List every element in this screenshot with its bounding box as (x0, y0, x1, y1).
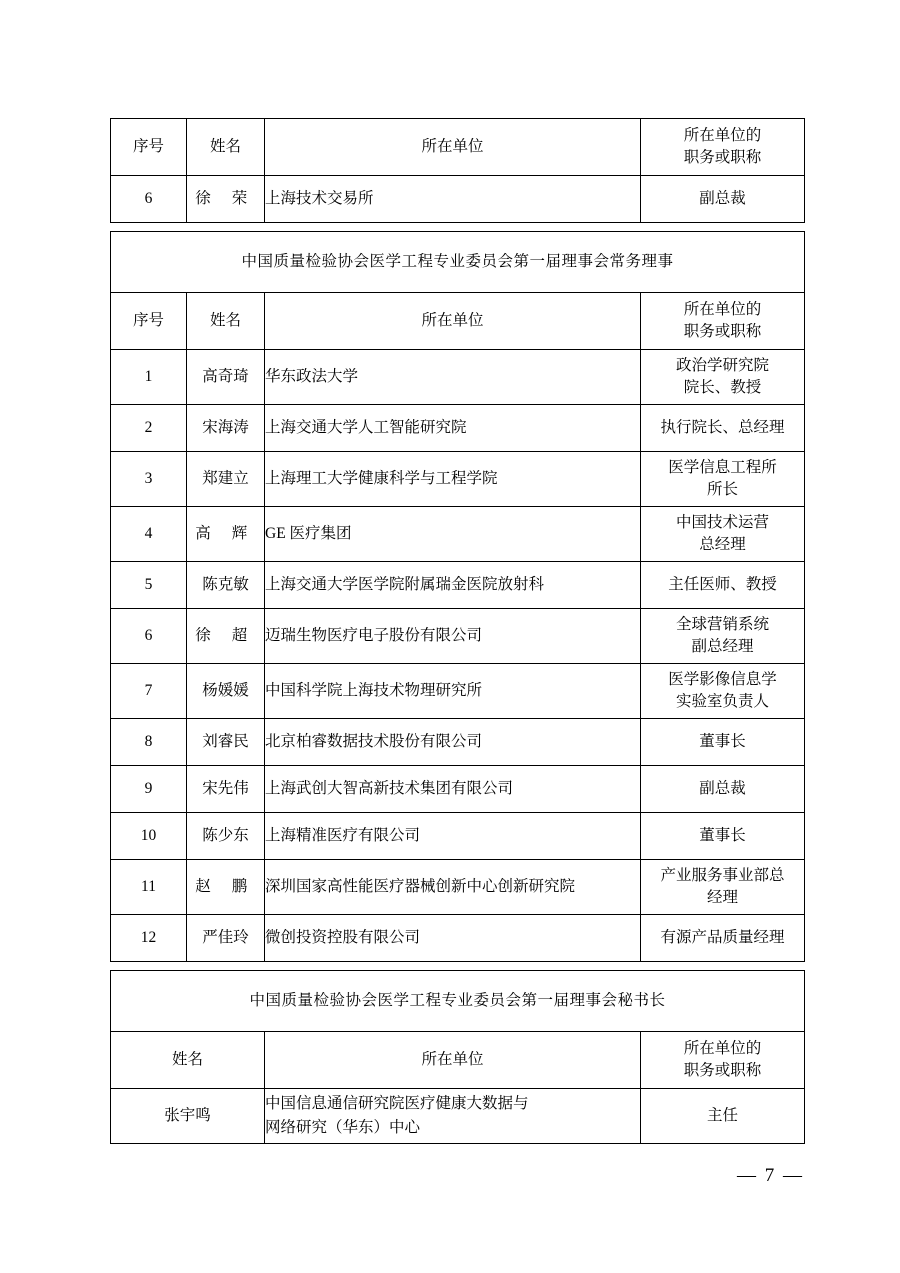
row-unit (265, 1089, 641, 1144)
row-title-line1: 政治学研究院 (676, 356, 770, 374)
table-row (111, 719, 805, 766)
row-title-line1: 医学影像信息学 (668, 670, 777, 688)
row-name: 张宇鸣 (111, 1089, 265, 1144)
row-title (641, 664, 805, 719)
row-name: 严佳玲 (187, 915, 265, 962)
header-name: 姓名 (187, 293, 265, 350)
row-title (641, 350, 805, 405)
header-unit: 所在单位 (265, 293, 641, 350)
row-no: 12 (111, 915, 187, 962)
table-row (111, 176, 805, 223)
section-title-secretary: 中国质量检验协会医学工程专业委员会第一届理事会秘书长 (111, 971, 805, 1032)
header-no: 序号 (111, 293, 187, 350)
header-title (641, 1032, 805, 1089)
header-name: 姓名 (187, 119, 265, 176)
spacer (110, 962, 804, 970)
header-unit: 所在单位 (265, 1032, 641, 1089)
row-no: 10 (111, 813, 187, 860)
row-title-line2: 经理 (707, 889, 739, 906)
row-title (641, 813, 805, 860)
header-title-line1: 所在单位的 (683, 1039, 762, 1057)
header-title-line1: 所在单位的 (683, 126, 762, 144)
header-title (641, 293, 805, 350)
row-title (641, 609, 805, 664)
table-row (111, 813, 805, 860)
row-unit: 上海精准医疗有限公司 (265, 813, 641, 860)
row-title (641, 915, 805, 962)
row-no: 11 (111, 860, 187, 915)
row-name: 陈克敏 (187, 562, 265, 609)
row-title-line2: 所长 (707, 481, 739, 498)
row-name: 刘睿民 (187, 719, 265, 766)
row-unit: 上海技术交易所 (265, 176, 641, 223)
row-title-line2: 实验室负责人 (676, 693, 770, 710)
table-row (111, 405, 805, 452)
row-unit: 上海理工大学健康科学与工程学院 (265, 452, 641, 507)
row-title-line1: 有源产品质量经理 (660, 928, 785, 946)
header-title-line2: 职务或职称 (683, 1062, 762, 1079)
table-header-row (111, 293, 805, 350)
row-unit: 上海交通大学医学院附属瑞金医院放射科 (265, 562, 641, 609)
row-name: 郑建立 (187, 452, 265, 507)
row-no: 6 (111, 609, 187, 664)
row-no: 1 (111, 350, 187, 405)
row-unit: 微创投资控股有限公司 (265, 915, 641, 962)
row-name: 赵 鹏 (187, 860, 265, 915)
header-title-line2: 职务或职称 (683, 323, 762, 340)
header-title (641, 119, 805, 176)
row-unit-line1: 中国信息通信研究院医疗健康大数据与 (265, 1094, 529, 1112)
secretary-general-table (110, 970, 805, 1144)
row-title (641, 452, 805, 507)
row-name: 宋海涛 (187, 405, 265, 452)
row-title: 副总裁 (641, 176, 805, 223)
row-title-line1: 中国技术运营 (676, 513, 770, 531)
header-unit: 所在单位 (265, 119, 641, 176)
row-no: 5 (111, 562, 187, 609)
header-title-line1: 所在单位的 (683, 300, 762, 318)
row-unit: 中国科学院上海技术物理研究所 (265, 664, 641, 719)
row-title (641, 766, 805, 813)
section-title-standing: 中国质量检验协会医学工程专业委员会第一届理事会常务理事 (111, 232, 805, 293)
row-unit: 上海武创大智高新技术集团有限公司 (265, 766, 641, 813)
row-unit: 上海交通大学人工智能研究院 (265, 405, 641, 452)
page-number: — 7 — (737, 1165, 804, 1186)
section-title-row (111, 971, 805, 1032)
row-unit: 北京柏睿数据技术股份有限公司 (265, 719, 641, 766)
row-name: 杨媛媛 (187, 664, 265, 719)
header-title-line2: 职务或职称 (683, 149, 762, 166)
row-no: 8 (111, 719, 187, 766)
row-title-line1: 董事长 (699, 732, 746, 750)
row-name: 徐 荣 (187, 176, 265, 223)
row-unit: 华东政法大学 (265, 350, 641, 405)
table-row (111, 609, 805, 664)
section-title-row (111, 232, 805, 293)
row-no: 4 (111, 507, 187, 562)
table-row (111, 350, 805, 405)
table-header-row (111, 119, 805, 176)
header-no: 序号 (111, 119, 187, 176)
row-title-line1: 全球营销系统 (676, 615, 770, 633)
row-unit: 迈瑞生物医疗电子股份有限公司 (265, 609, 641, 664)
row-title-line1: 产业服务事业部总 (660, 866, 785, 884)
row-title: 主任 (641, 1089, 805, 1144)
row-no: 6 (111, 176, 187, 223)
row-name: 陈少东 (187, 813, 265, 860)
row-title-line1: 副总裁 (699, 779, 746, 797)
spacer (110, 223, 804, 231)
row-unit: 深圳国家高性能医疗器械创新中心创新研究院 (265, 860, 641, 915)
table-row (111, 860, 805, 915)
row-no: 9 (111, 766, 187, 813)
table-row (111, 562, 805, 609)
table-row (111, 1089, 805, 1144)
row-no: 2 (111, 405, 187, 452)
row-no: 7 (111, 664, 187, 719)
row-title-line1: 医学信息工程所 (668, 458, 777, 476)
row-title-line2: 总经理 (699, 536, 746, 553)
table-row (111, 452, 805, 507)
row-title-line2: 副总经理 (691, 638, 754, 655)
row-name: 高 辉 (187, 507, 265, 562)
table-row (111, 664, 805, 719)
row-title-line1: 董事长 (699, 826, 746, 844)
row-unit-line2: 网络研究（华东）中心 (265, 1119, 421, 1136)
row-title-line1: 执行院长、总经理 (660, 418, 785, 436)
row-title (641, 719, 805, 766)
row-unit: GE 医疗集团 (265, 507, 641, 562)
table-row (111, 766, 805, 813)
row-title-line2: 院长、教授 (683, 379, 762, 396)
row-title-line1: 主任医师、教授 (668, 575, 777, 593)
row-title (641, 405, 805, 452)
table-row (111, 507, 805, 562)
table-header-row (111, 1032, 805, 1089)
row-name: 宋先伟 (187, 766, 265, 813)
row-title (641, 507, 805, 562)
header-name: 姓名 (111, 1032, 265, 1089)
row-title (641, 562, 805, 609)
standing-directors-table (110, 231, 805, 962)
row-name: 徐 超 (187, 609, 265, 664)
table-row (111, 915, 805, 962)
row-name: 高奇琦 (187, 350, 265, 405)
row-no: 3 (111, 452, 187, 507)
continued-directors-table (110, 118, 805, 223)
row-title (641, 860, 805, 915)
